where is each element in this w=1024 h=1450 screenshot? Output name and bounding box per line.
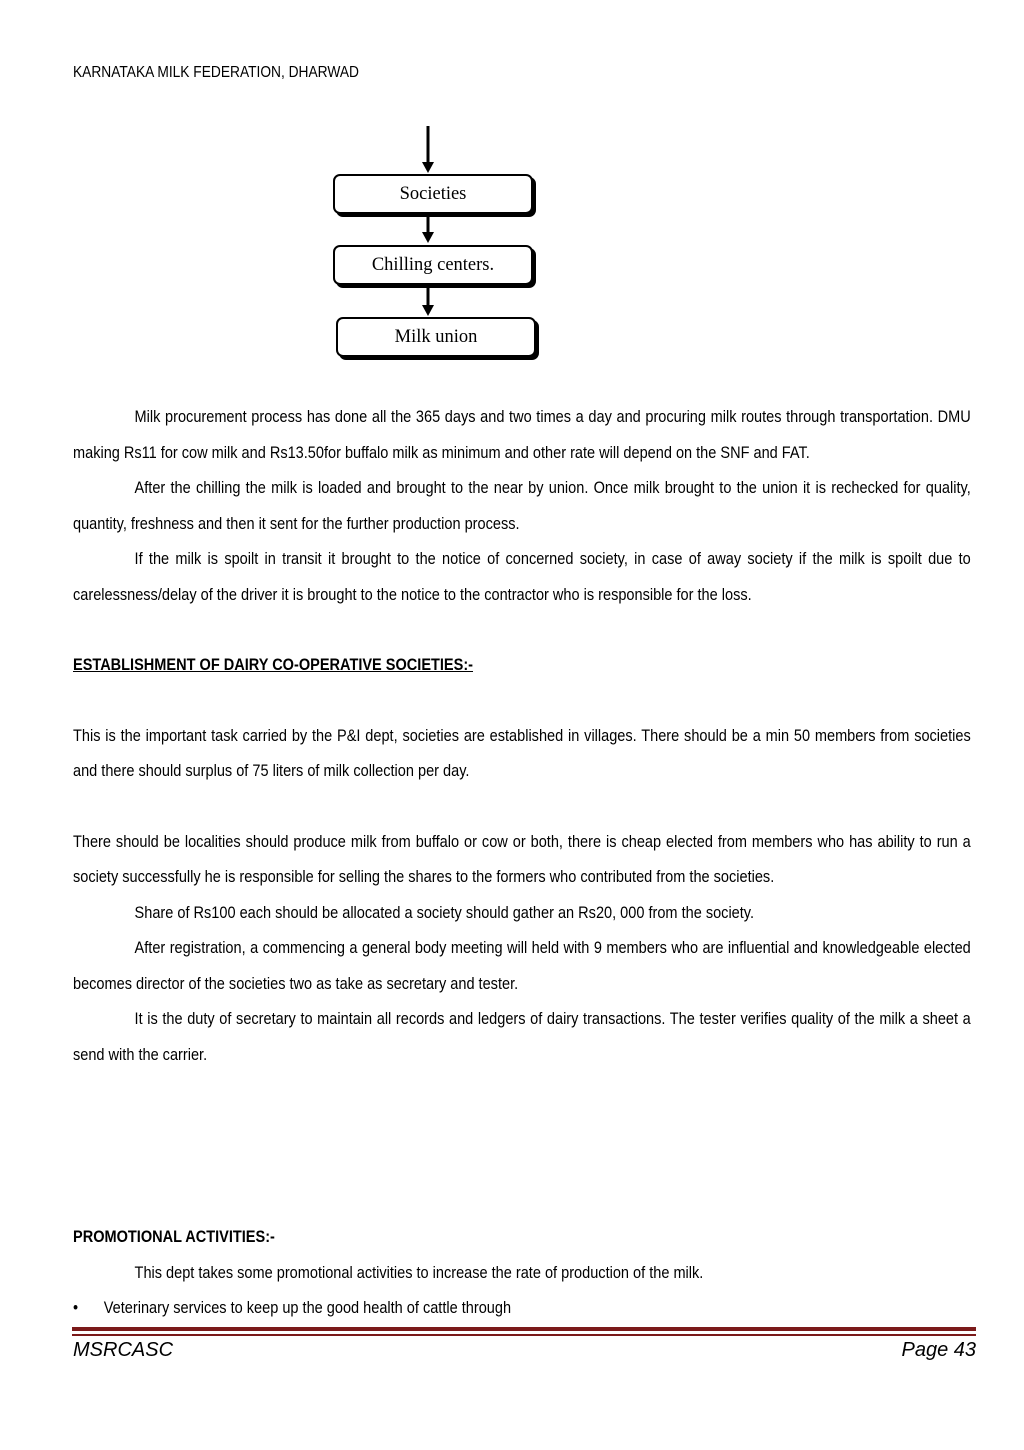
paragraph: This is the important task carried by the P&I dept, societies are established in villages. There should be a min 50 members from societies and there should surplus of 75 liters of milk collection per day. — [73, 725, 971, 780]
footer-left: MSRCASC — [73, 1339, 174, 1361]
promotional-section — [73, 1219, 971, 1326]
flow-box-societies: Societies — [333, 174, 533, 214]
flow-box-chilling-centers: Chilling centers. — [333, 245, 533, 285]
paragraph: After registration, a commencing a general body meeting will held with 9 members who are influential and knowledgeable elected becomes director of the societies two as take as secretary and tester. — [73, 938, 971, 993]
flow-box-milk-union: Milk union — [336, 317, 536, 357]
footer-rule-thin — [72, 1334, 976, 1336]
paragraph: There should be localities should produce milk from buffalo or cow or both, there is cheap elected from members who has ability to run a society successfully he is responsible for selling the shares to the formers who contributed from the societies. — [73, 831, 971, 886]
arrow-1 — [420, 214, 436, 244]
section-heading-establishment: ESTABLISHMENT OF DAIRY CO-OPERATIVE SOCIETIES:- — [73, 655, 474, 674]
list-item-text: Veterinary services to keep up the good health of cattle through — [103, 1298, 512, 1317]
body-text — [73, 399, 971, 1072]
paragraph: If the milk is spoilt in transit it brought to the notice of concerned society, in case of away society if the milk is spoilt due to carelessness/delay of the driver it is brought to the notice to the contractor who is responsible for the loss. — [73, 549, 971, 604]
arrow-in — [420, 126, 436, 174]
arrow-2 — [420, 285, 436, 317]
section-heading-promotional: PROMOTIONAL ACTIVITIES:- — [73, 1227, 275, 1246]
footer-rule — [72, 1327, 976, 1331]
list-item — [73, 1290, 971, 1326]
bullet-icon: • — [73, 1298, 79, 1317]
page-header: KARNATAKA MILK FEDERATION, DHARWAD — [73, 64, 359, 81]
paragraph: It is the duty of secretary to maintain all records and ledgers of dairy transactions. The tester verifies quality of the milk a sheet a send with the carrier. — [73, 1009, 971, 1064]
paragraph: Milk procurement process has done all the 365 days and two times a day and procuring milk routes through transportation. DMU making Rs11 for cow milk and Rs13.50for buffalo milk as minimum and other rate will depend on the SNF and FAT. — [73, 407, 971, 462]
paragraph: After the chilling the milk is loaded and brought to the near by union. Once milk brought to the union it is rechecked for quality, quantity, freshness and then it sent for the further production process. — [73, 478, 971, 533]
paragraph: Share of Rs100 each should be allocated a society should gather an Rs20, 000 from the society. — [134, 902, 755, 922]
paragraph: This dept takes some promotional activities to increase the rate of production of the milk. — [134, 1262, 704, 1282]
page-number: Page 43 — [901, 1339, 976, 1361]
